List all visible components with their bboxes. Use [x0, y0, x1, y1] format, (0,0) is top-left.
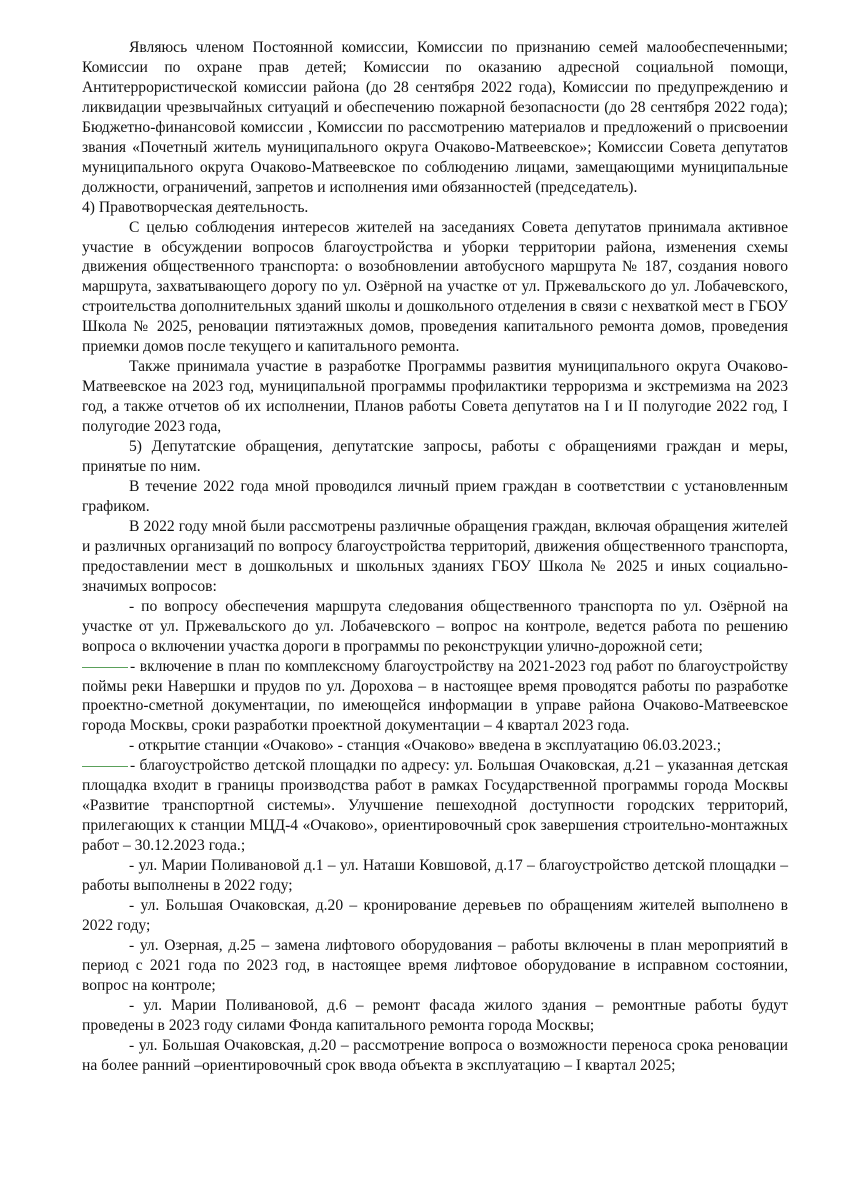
underline-mark — [82, 666, 128, 668]
list-item-river-improvement — [82, 657, 788, 737]
list-item-elevator: - ул. Озерная, д.25 – замена лифтового оборудования – работы включены в план мероприятий в период с 2021 года по 2023 год, в настоящее время лифтовое оборудование в исправном состоянии, вопрос на контроле; — [82, 936, 788, 994]
paragraph-appeals-overview: В 2022 году мной были рассмотрены различные обращения граждан, включая обращения жителей и различных организаций по вопросу благоустройства территорий, движения общественного транспорта, предоставлении мест в дошкольных и школьных зданиях ГБОУ Школа № 2025 и иных социально-значимых вопросов: — [82, 517, 788, 595]
section-heading-appeals: 5) Депутатские обращения, депутатские запросы, работы с обращениями граждан и меры, принятые по ним. — [82, 438, 788, 476]
underline-mark — [82, 765, 128, 767]
list-item-text: - включение в план по комплексному благоустройству на 2021-2023 год работ по благоустройству поймы реки Навершки и прудов по ул. Дорохова – в настоящее время проводятся работы по разработке проектно-сметной документации, по имеющейся информации в управе района Очаково-Матвеевское города Москвы, сроки разработки проектной документации – 4 квартал 2023 года. — [82, 657, 788, 735]
list-item-station-opening: - открытие станции «Очаково» - станция «Очаково» введена в эксплуатацию 06.03.2023.; — [129, 737, 722, 755]
list-item-playground — [82, 756, 788, 856]
list-item-text: - благоустройство детской площадки по адресу: ул. Большая Очаковская, д.21 – указанная детская площадка входит в границы производства работ в рамках Государственной программы города Москвы «Развитие транспортной системы». Улучшение пешеходной доступности городских территорий, прилегающих к станции МЦД-4 «Очаково», ориентировочный срок завершения строительно-монтажных работ – 30.12.2023 года.; — [82, 757, 788, 855]
list-item-tree-pruning: - ул. Большая Очаковская, д.20 – кронирование деревьев по обращениям жителей выполнено в 2022 году; — [82, 896, 788, 934]
paragraph-council-participation: С целью соблюдения интересов жителей на заседаниях Совета депутатов принимала активное участие в обсуждении вопросов благоустройства и уборки территории района, изменения схемы движения общественного транспорта: о возобновлении автобусного маршрута № 187, создания нового маршрута, захватывающего дорогу по ул. Озёрной на участке от ул. Пржевальского до ул. Лобачевского, строительства дополнительных зданий школы и дошкольного отделения в связи с нехваткой мест в ГБОУ Школа № 2025, реновации пятиэтажных домов, проведения капитального ремонта домов, проведения приемки домов после текущего и капитального ремонта. — [82, 218, 788, 356]
section-heading-lawmaking: 4) Правотворческая деятельность. — [82, 198, 309, 216]
list-item-renovation: - ул. Большая Очаковская, д.20 – рассмотрение вопроса о возможности переноса срока реновации на более ранний –ориентировочный срок ввода объекта в эксплуатацию – I квартал 2025; — [82, 1036, 788, 1074]
document-page — [82, 38, 788, 1076]
list-item-facade-repair: - ул. Марии Поливановой, д.6 – ремонт фасада жилого здания – ремонтные работы будут проведены в 2023 году силами Фонда капитального ремонта города Москвы; — [82, 996, 788, 1034]
list-item-transport-route: - по вопросу обеспечения маршрута следования общественного транспорта по ул. Озёрной на участке от ул. Пржевальского до ул. Лобачевского – вопрос на контроле, ведется работа по решению вопроса о включении участка дороги в программы по реконструкции улично-дорожной сети; — [82, 597, 788, 655]
paragraph-personal-reception: В течение 2022 года мной проводился личный прием граждан в соответствии с установленным графиком. — [82, 477, 788, 515]
list-item-polivanova-playground: - ул. Марии Поливановой д.1 – ул. Наташи Ковшовой, д.17 – благоустройство детской площадки – работы выполнены в 2022 году; — [82, 857, 788, 895]
paragraph-commissions: Являюсь членом Постоянной комиссии, Комиссии по признанию семей малообеспеченными; Комиссии по охране прав детей; Комиссии по оказанию адресной социальной помощи, Антитеррористической комиссии района (до 28 сентября 2022 года), Комиссии по предупреждению и ликвидации чрезвычайных ситуаций и обеспечению пожарной безопасности (до 28 сентября 2022 года); Бюджетно-финансовой комиссии , Комиссии по рассмотрению материалов и предложений о присвоении звания «Почетный житель муниципального округа Очаково-Матвеевское»; Комиссии Совета депутатов муниципального округа Очаково-Матвеевское по соблюдению лицами, замещающими муниципальные должности, ограничений, запретов и исполнения ими обязанностей (председатель). — [82, 39, 788, 196]
paragraph-programs: Также принимала участие в разработке Программы развития муниципального округа Очаково-Матвеевское на 2023 год, муниципальной программы профилактики терроризма и экстремизма на 2023 год, а также отчетов об их исполнении, Планов работы Совета депутатов на I и II полугодие 2022 год, I полугодие 2023 года, — [82, 358, 788, 436]
